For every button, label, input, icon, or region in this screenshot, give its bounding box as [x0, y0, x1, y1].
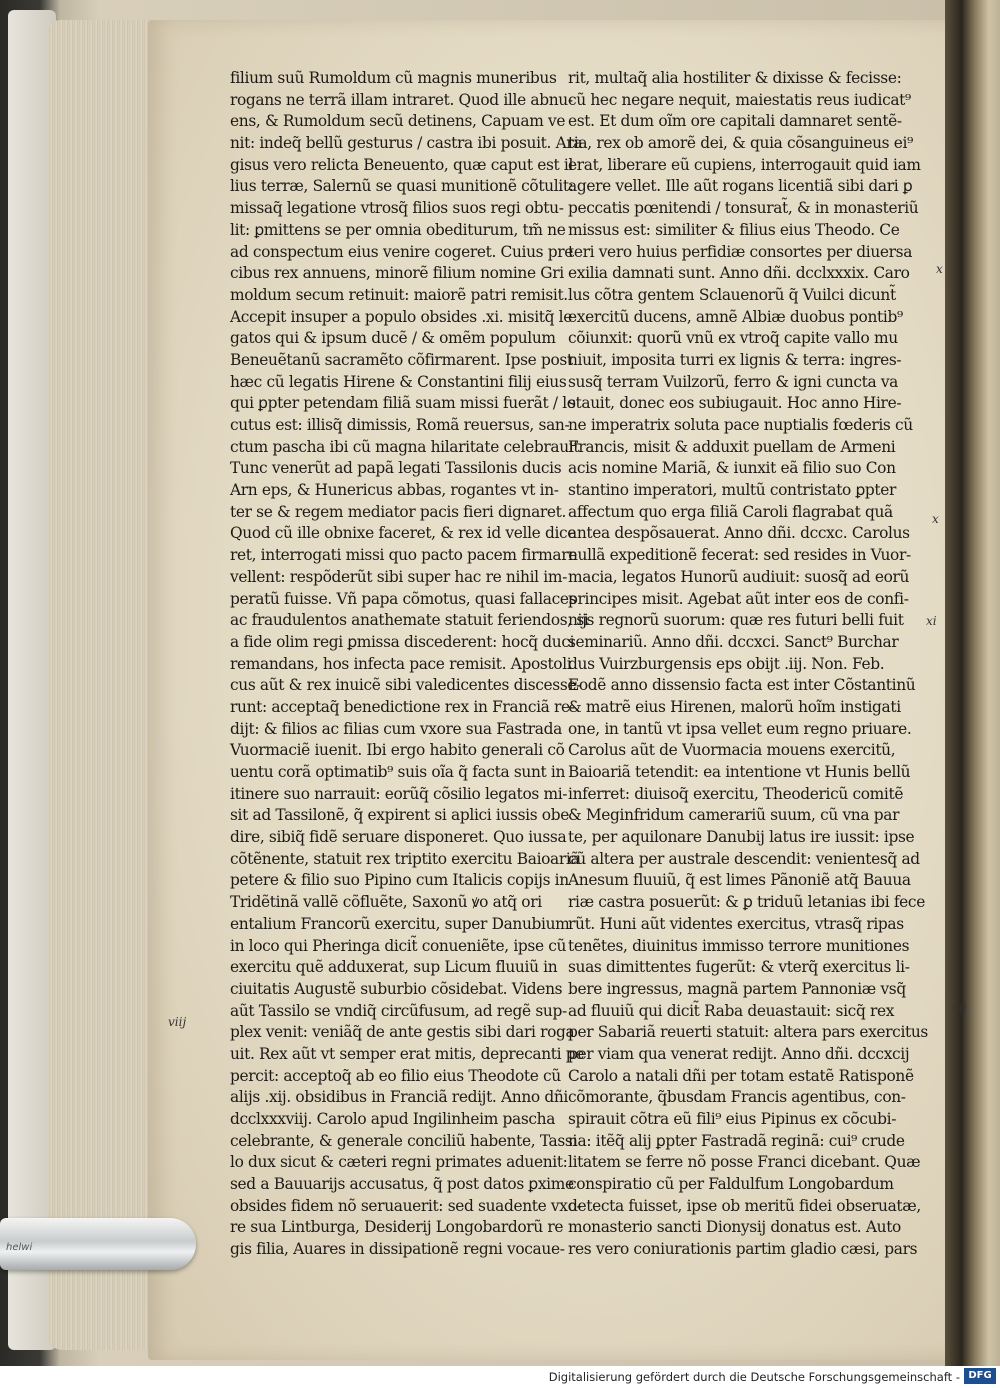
left-column-line: runt: acceptaq̃ benedictione rex in Franciã re- — [230, 697, 575, 716]
left-column-line: ter se & regem mediator pacis fieri dignaret. — [230, 502, 567, 521]
left-column-line: ret, interrogati missi quo pacto pacem firmare — [230, 546, 577, 565]
right-column-line: one, in tantũ vt ipsa vellet eum regno priuare. — [568, 719, 912, 738]
left-column-line: petere & filio suo Pipino cum Italicis copijs in — [230, 871, 569, 890]
right-column-line: peccatis pœnitendi / tonsurat̃, & in monasteriũ — [568, 199, 919, 218]
left-column-line: lius terræ, Salernũ se quasi munitionẽ cõtulit: — [230, 177, 574, 196]
right-column-line: erat, liberare eũ cupiens, interrogauit quid iam — [568, 155, 921, 174]
margin-note-right-small-2: x — [932, 512, 939, 526]
left-column-line: exercitu quẽ adduxerat, sup Licum fluuiũ in — [230, 958, 558, 977]
right-column-line: stantino imperatori, multũ contristato ꝑpter — [568, 481, 897, 500]
right-column-line: per viam qua venerat redijt. Anno dñi. dccxcij — [568, 1044, 910, 1063]
left-column-line: vellent: respõderũt sibi super hac re nihil im- — [230, 567, 567, 586]
right-column-line: suas dimittentes fugerũt: & vterq̃ exercitus li- — [568, 958, 910, 977]
left-column-line: moldum secum retinuit: maiorẽ patri remisit. — [230, 285, 568, 304]
left-column-line: sit ad Tassilonẽ, q̃ expirent si aplici iussis obe — [230, 806, 569, 825]
right-column-line: dus Vuirzburgensis eps obijt .iij. Non. Feb. — [568, 654, 885, 673]
right-column-line: stauit, donec eos subiugauit. Hoc anno Hire- — [568, 394, 902, 413]
left-column-line: Accepit insuper a populo obsides .xi. misitq̃ le — [230, 307, 573, 326]
left-column-line: dijt: & filios ac filias cum vxore sua Fastrada — [230, 719, 562, 738]
left-column-line: a fide olim regi ꝑmissa discederent: hocq̃ duci — [230, 632, 575, 651]
right-column-line: te, per aquilonare Danubij latus ire iussit: ipse — [568, 828, 915, 847]
right-column-line: exilia damnati sunt. Anno dñi. dcclxxxix. Caro — [568, 264, 910, 283]
left-column-line: in loco qui Pheringa dicit̃ conueniẽte, ipse cũ — [230, 936, 567, 955]
clip-label: helwi — [6, 1242, 33, 1253]
margin-note-left: viij — [168, 1015, 187, 1029]
left-column-line: uentu corã optimatib⁹ suis oĩa q̃ facta sunt in — [230, 763, 566, 781]
right-column-line: tenẽtes, diuinitus immisso terrore munitiones — [568, 936, 910, 955]
left-column-line: aũt Tassilo se vndiq̃ circũfusum, ad regẽ sup- — [230, 1001, 567, 1020]
margin-note-right-small-3: xi — [926, 614, 937, 628]
left-column-line: hæc cũ legatis Hirene & Constantini filij eius — [230, 372, 567, 391]
right-column-line: missus est: similiter & filius eius Theodo. Ce — [568, 220, 900, 239]
right-column-line: cũ hec negare nequit, maiestatis reus iudicat⁹ — [568, 90, 911, 109]
left-column-line: celebrante, & generale conciliũ habente, Tassi — [230, 1131, 578, 1150]
margin-note-right-small-1: x — [936, 262, 943, 276]
right-column-line: monasterio sancti Dionysij donatus est. Auto — [568, 1218, 901, 1237]
right-column-line: cõmorante, q̃busdam Francis agentibus, con- — [568, 1088, 906, 1107]
right-column-line: cũ altera per australe descendit: venientesq̃ ad — [568, 849, 920, 868]
right-column-line: susq̃ terram Vuilzorũ, ferro & igni cuncta va — [568, 372, 898, 391]
right-column-line: agere vellet. Ille aũt rogans licentiã sibi dari ꝑ — [568, 177, 913, 196]
right-column-line: rũt. Huni aũt videntes exercitus, vtrasq̃ ripas — [568, 914, 904, 933]
left-column-line: remandans, hos infecta pace remisit. Apostoli — [230, 654, 572, 673]
left-column-line: Beneuẽtanũ sacramẽto cõfirmarent. Ipse post — [230, 350, 573, 369]
right-column-line: antea despõsauerat. Anno dñi. dccxc. Carolus — [568, 524, 910, 543]
left-column-line: uit. Rex aũt vt semper erat mitis, deprecanti pe — [230, 1044, 584, 1063]
left-column-line: cibus rex annuens, minorẽ filium nomine Gri — [230, 264, 564, 283]
left-column-line: lit: ꝑmittens se per omnia obediturum, tm̃ ne — [230, 220, 566, 239]
right-column-line: Baioariã tetendit: ea intentione vt Hunis bellũ — [568, 763, 911, 781]
left-column-line: Arn eps, & Hunericus abbas, rogantes vt in- — [230, 481, 559, 500]
right-column-line: tia, rex ob amorẽ dei, & quia cõsanguineus ei⁹ — [568, 134, 913, 153]
right-column-line: nijs regnorũ suorum: quæ res futuri belli fuit — [568, 611, 904, 630]
left-column-line: ad conspectum eius venire cogeret. Cuius pre — [230, 242, 574, 261]
left-column-line: peratũ fuisse. Vñ papa cõmotus, quasi fallaces — [230, 589, 577, 608]
left-column-line: sed a Bauuarijs accusatus, q̃ post datos ꝑxime — [230, 1175, 574, 1194]
right-column-line: Eodẽ anno dissensio facta est inter Cõstantinũ — [568, 676, 916, 695]
left-column-line: gisus vero relicta Beneuento, quæ caput est il — [230, 155, 574, 174]
left-column-line: entalium Francorũ exercitu, super Danubium — [230, 914, 570, 933]
left-column-line: nit: indeq̃ bellũ gesturus / castra ibi posuit. Ara — [230, 134, 583, 153]
right-column-line: nullã expeditionẽ fecerat: sed resides in Vuor- — [568, 546, 911, 565]
left-column-line: alijs .xij. obsidibus in Franciã redijt. Anno dñi — [230, 1088, 568, 1107]
right-column-line: per Sabariã reuerti statuit: altera pars exercitus — [568, 1023, 928, 1042]
left-column-line: Tunc venerũt ad papã legati Tassilonis ducis — [230, 459, 562, 478]
right-column-line: lus cõtra gentem Sclauenorũ q̃ Vuilci dicunt̃ — [568, 285, 896, 304]
page-stack — [48, 20, 158, 1350]
right-column-line: Carolo a natali dñi per totam estatẽ Ratisponẽ — [568, 1066, 914, 1085]
right-column-line: exercitũ ducens, amnẽ Albiæ duobus pontib⁹ — [568, 307, 903, 326]
margin-note-right: xij — [952, 1001, 967, 1015]
right-column-line: detecta fuisset, ipse ob meritũ fidei obseruatæ, — [568, 1196, 921, 1215]
left-column-line: ctum pascha ibi cũ magna hilaritate celebrauit — [230, 437, 580, 456]
left-column-line: filium suũ Rumoldum cũ magnis muneribus — [230, 69, 557, 87]
left-column-line: ens, & Rumoldum secũ detinens, Capuam ve — [230, 112, 566, 131]
right-column-line: macia, legatos Hunorũ audiuit: suosq̃ ad eorũ — [568, 567, 910, 586]
right-column-line: spirauit cõtra eũ fili⁹ eius Pipinus ex cõcubi- — [568, 1110, 897, 1128]
right-column-line: & matrẽ eius Hirenen, malorũ hoĩm instigati — [568, 697, 901, 716]
left-column-line: obsides fidem nõ seruauerit: sed suadente vxo- — [230, 1196, 582, 1215]
left-column-line: re sua Lintburga, Desiderij Longobardorũ re — [230, 1218, 564, 1237]
left-column-line: gatos qui & ipsum ducẽ / & omẽm populum — [230, 329, 556, 348]
right-text-column — [568, 68, 936, 1261]
left-column-line: plex venit: veniãq̃ de ante gestis sibi dari roga — [230, 1023, 575, 1042]
left-column-line: gis filia, Auares in dissipationẽ regni vocaue- — [230, 1240, 565, 1259]
right-column-line: conspiratio cũ per Faldulfum Longobardum — [568, 1175, 894, 1194]
right-column-line: principes misit. Agebat aũt inter eos de confi- — [568, 589, 909, 608]
left-column-line: itinere suo narrauit: eorũq̃ cõsilio legatos mi- — [230, 784, 568, 803]
right-column-line: & Meginfridum camerariũ suum, cũ vna par — [568, 806, 900, 825]
left-column-line: dire, sibiq̃ fidẽ seruare disponeret. Quo iussa — [230, 828, 567, 847]
right-column-line: Carolus aũt de Vuormacia mouens exercitũ, — [568, 741, 896, 760]
left-column-line: ciuitatis Augustẽ suburbio cõsidebat. Videns — [230, 979, 563, 998]
left-column-line: percit: acceptoq̃ ab eo filio eius Theodote cũ — [230, 1066, 561, 1085]
dfg-logo: DFG — [964, 1368, 996, 1384]
left-column-line: Vuormaciẽ iuenit. Ibi ergo habito generali cõ — [230, 741, 565, 760]
left-text-column — [230, 68, 589, 1261]
left-column-line: qui ꝑpter petendam filiã suam missi fuerãt / lo — [230, 394, 576, 413]
right-column-line: litatem se ferre nõ posse Franci dicebant. Quæ — [568, 1153, 921, 1172]
right-column-line: acis nomine Mariã, & iunxit eã filio suo Con — [568, 459, 896, 478]
left-column-line: Tridẽtinã vallẽ cõfluẽte, Saxonũ ꝟo atq̃ ori — [230, 893, 542, 912]
right-column-line: affectum quo erga filiã Caroli flagrabat quã — [568, 502, 893, 521]
left-column-line: dcclxxxviij. Carolo apud Ingilinheim pascha — [230, 1110, 556, 1128]
right-column-line: bere ingressus, magnã partem Pannoniæ vsq̃ — [568, 979, 906, 998]
right-column-line: riæ castra posuerũt: & ꝑ triduũ letanias ibi fece — [568, 893, 925, 912]
left-column-line: cus aũt & rex inuicẽ sibi valedicentes discesse- — [230, 676, 581, 695]
left-column-line: missaq̃ legatione vtrosq̃ filios suos regi obtu- — [230, 199, 564, 218]
right-column-line: cõiunxit: quorũ vnũ ex vtroq̃ capite vallo mu — [568, 329, 898, 348]
book-gutter — [945, 0, 1000, 1366]
right-column-line: niuit, imposita turri ex lignis & terra: ingres- — [568, 350, 902, 369]
right-column-line: Anesum fluuiũ, q̃ est limes Pãnoniẽ atq̃ Bauua — [568, 871, 911, 890]
left-column-line: lo dux sicut & cæteri regni primates aduenit: — [230, 1153, 568, 1172]
footer-bar — [0, 1366, 1000, 1388]
left-column-line: cõtẽnente, statuit rex triptito exercitu Baioariã — [230, 849, 580, 868]
left-column-line: Quod cũ ille obnixe faceret, & rex id velle dice — [230, 524, 577, 543]
right-column-line: Francis, misit & adduxit puellam de Armeni — [568, 437, 896, 456]
right-column-line: seminariũ. Anno dñi. dccxci. Sanct⁹ Burchar — [568, 632, 899, 651]
right-column-line: inferret: diuisoq̃ exercitu, Theodericũ comitẽ — [568, 784, 904, 803]
left-column-line: rogans ne terrã illam intraret. Quod ille abnu- — [230, 90, 573, 109]
left-column-line: ac fraudulentos anathemate statuit feriendos, si — [230, 611, 589, 630]
right-column-line: rit, multaq̃ alia hostiliter & dixisse & fecisse: — [568, 69, 902, 87]
left-column-line: cutus est: illisq̃ dimissis, Romã reuersus, san- — [230, 416, 570, 434]
right-column-line: ne imperatrix soluta pace nuptialis fœderis cũ — [568, 416, 913, 434]
right-column-line: teri vero huius perfidiæ consortes per diuersa — [568, 242, 913, 261]
right-column-line: res vero coniurationis partim gladio cæsi, pars — [568, 1240, 918, 1259]
right-column-line: na: itẽq̃ alij ꝑpter Fastradã reginã: cui⁹ crude — [568, 1131, 905, 1150]
footer-funding-text: Digitalisierung gefördert durch die Deutsche Forschungsgemeinschaft - — [548, 1370, 960, 1384]
right-column-line: est. Et dum oĩm ore capitali damnaret sentẽ- — [568, 112, 902, 131]
right-column-line: ad fluuiũ qui dicit̃ Raba deuastauit: sicq̃ rex — [568, 1001, 895, 1020]
